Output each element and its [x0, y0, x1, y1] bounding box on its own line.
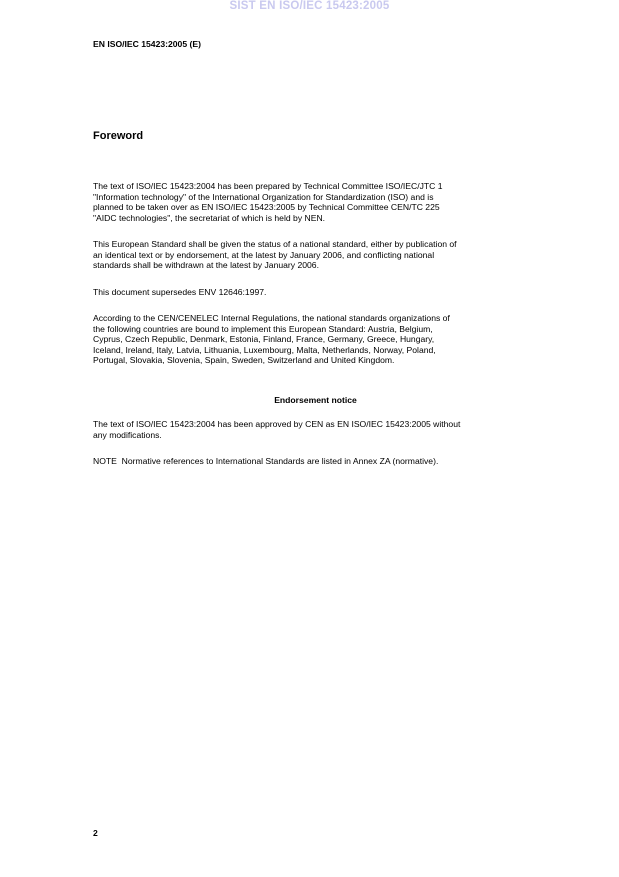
text-line: According to the CEN/CENELEC Internal Regulations, the national standards organizations of — [93, 313, 450, 323]
page-number: 2 — [93, 828, 98, 838]
text-line: This European Standard shall be given the status of a national standard, either by publication of — [93, 239, 457, 249]
paragraph-supersedes — [93, 287, 266, 298]
text-line: Portugal, Slovakia, Slovenia, Spain, Sweden, Switzerland and United Kingdom. — [93, 355, 395, 366]
watermark: SIST EN ISO/IEC 15423:2005 — [229, 0, 390, 12]
paragraph-preparation — [93, 181, 443, 223]
document-header: EN ISO/IEC 15423:2005 (E) — [93, 39, 201, 49]
text-line: The text of ISO/IEC 15423:2004 has been prepared by Technical Committee ISO/IEC/JTC 1 — [93, 181, 443, 191]
paragraph-countries — [93, 313, 450, 366]
text-line: This document supersedes ENV 12646:1997. — [93, 287, 267, 297]
text-line: Cyprus, Czech Republic, Denmark, Estonia, Finland, France, Germany, Greece, Hungary, — [93, 334, 435, 345]
text-line: The text of ISO/IEC 15423:2004 has been approved by CEN as EN ISO/IEC 15423:2005 without — [93, 419, 461, 429]
section-title: Foreword — [93, 130, 144, 142]
text-line: "Information technology" of the International Organization for Standardization (ISO) and is — [93, 191, 434, 202]
text-line: Iceland, Ireland, Italy, Latvia, Lithuania, Luxembourg, Malta, Netherlands, Norway, Poland, — [93, 344, 436, 355]
paragraph-endorsement — [93, 419, 460, 440]
note: NOTE Normative references to International Standards are listed in Annex ZA (normative). — [93, 456, 439, 466]
endorsement-heading: Endorsement notice — [274, 395, 357, 405]
text-line: any modifications. — [93, 429, 162, 440]
text-line: the following countries are bound to implement this European Standard: Austria, Belgium, — [93, 323, 433, 334]
text-line: an identical text or by endorsement, at the latest by January 2006, and conflicting national — [93, 249, 435, 260]
text-line: planned to be taken over as EN ISO/IEC 15423:2005 by Technical Committee CEN/TC 225 — [93, 202, 440, 213]
text-line: "AIDC technologies", the secretariat of which is held by NEN. — [93, 212, 326, 223]
text-line: standards shall be withdrawn at the latest by January 2006. — [93, 260, 319, 271]
paragraph-status — [93, 239, 457, 271]
